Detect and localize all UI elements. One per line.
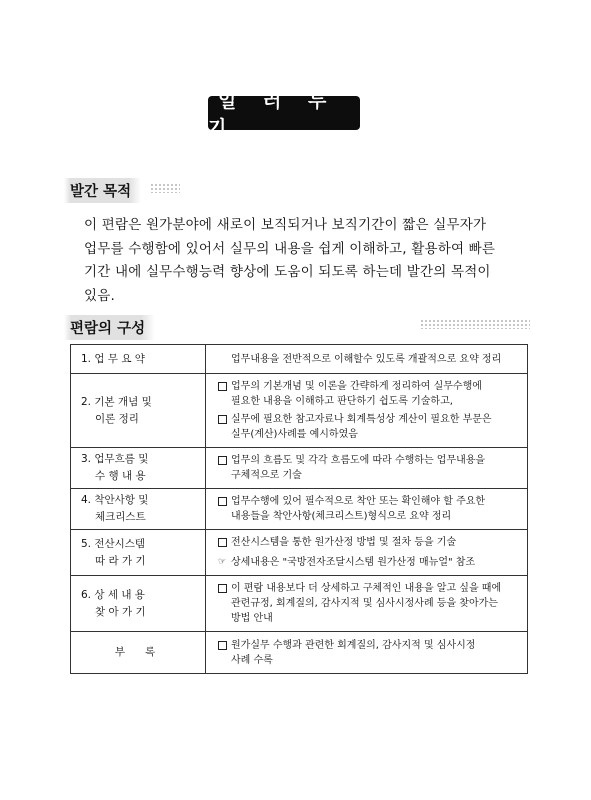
description-line: 업무의 기본개념 및 이론을 간략하게 정리하여 실무수행에 (231, 381, 482, 392)
checkbox-square-icon (218, 638, 231, 655)
row-label-line: 6. 상 세 내 용 (81, 588, 145, 601)
row-label (71, 448, 206, 489)
table-row (71, 345, 528, 374)
description-text (231, 555, 475, 570)
row-description (206, 576, 528, 632)
row-label-line: 수 행 내 용 (95, 470, 146, 482)
description-line: 상세내용은 "국방전자조달시스템 원가산정 매뉴얼" 참조 (231, 557, 476, 568)
row-description (206, 530, 528, 576)
description-item (218, 453, 521, 483)
checkbox-square-icon (218, 412, 231, 429)
checkbox-square-icon (218, 497, 227, 506)
checkbox-square-icon (218, 494, 231, 511)
description-line: 전산시스템을 통한 원가산정 방법 및 절차 등을 기술 (231, 537, 457, 548)
heading-shade-decoration (420, 319, 530, 329)
purpose-line: 이 편람은 원가분야에 새로이 보직되거나 보직기간이 짧은 실무자가 (84, 217, 487, 233)
description-item (218, 379, 521, 409)
table-row (71, 448, 528, 489)
checkbox-square-icon (218, 535, 231, 552)
description-text (231, 412, 492, 442)
description-text (231, 581, 501, 626)
row-label-line: 부 록 (114, 646, 156, 658)
description-text (231, 535, 456, 550)
description-line: 사례 수록 (231, 654, 273, 666)
row-label (71, 576, 206, 632)
row-label-line: 체크리스트 (95, 511, 146, 523)
description-line: 실무(계산)사례를 예시하였음 (231, 429, 358, 440)
purpose-line: 업무를 수행함에 있어서 실무의 내용을 쉽게 이해하고, 활용하여 빠른 (84, 240, 496, 257)
row-description (206, 374, 528, 448)
description-item (218, 494, 521, 524)
checkbox-square-icon (218, 379, 231, 396)
page-title: 일 러 두 기 (208, 96, 360, 130)
description-item (218, 555, 521, 570)
description-text (231, 638, 475, 668)
table-row (71, 489, 528, 530)
description-line: 관련규정, 회계질의, 감사지적 및 심사시정사례 등을 찾아가는 (231, 598, 498, 609)
row-label (71, 345, 206, 374)
row-label-line: 2. 기본 개념 및 (81, 395, 152, 408)
row-label (71, 632, 206, 674)
table-row (71, 530, 528, 576)
pointing-hand-icon: ☞ (218, 557, 227, 567)
description-line: 이 편람 내용보다 더 상세하고 구체적인 내용을 알고 싶을 때에 (231, 583, 502, 594)
table-row (71, 374, 528, 448)
description-line: 업무수행에 있어 필수적으로 착안 또는 확인해야 할 주요한 (231, 496, 486, 507)
section-heading-structure: 편람의 구성 (64, 315, 155, 340)
purpose-paragraph (84, 214, 544, 308)
row-label-line: 5. 전산시스템 (81, 537, 146, 550)
checkbox-square-icon (218, 453, 231, 470)
checkbox-square-icon (218, 382, 227, 391)
row-label-line: 이론 정리 (95, 412, 139, 425)
structure-table (70, 344, 528, 674)
section-heading-purpose: 발간 목적 (64, 178, 141, 203)
row-label (71, 530, 206, 576)
table-row (71, 576, 528, 632)
row-label-line: 4. 착안사항 및 (81, 494, 149, 506)
row-label-line: 찾 아 가 기 (95, 605, 146, 618)
description-line: 구체적으로 기술 (231, 470, 302, 481)
row-label-line: 3. 업무흐름 및 (81, 453, 149, 465)
row-description (206, 489, 528, 530)
row-label-line: 따 라 가 기 (95, 554, 146, 567)
checkbox-square-icon (218, 456, 227, 465)
description-item (218, 535, 521, 552)
description-line: 방법 안내 (231, 613, 273, 624)
checkbox-square-icon (218, 641, 227, 650)
checkbox-square-icon (218, 584, 227, 593)
description-line: 업무내용을 전반적으로 이해할수 있도록 개괄적으로 요약 정리 (231, 353, 502, 365)
table-row (71, 632, 528, 674)
description-item (218, 638, 521, 668)
description-text (231, 494, 485, 524)
purpose-line: 있음. (84, 287, 115, 304)
description-line: 실무에 필요한 참고자료나 회계특성상 계산이 필요한 부문은 (231, 414, 492, 425)
description-item (218, 412, 521, 442)
checkbox-square-icon (218, 538, 227, 547)
purpose-line: 기간 내에 실무수행능력 향상에 도움이 되도록 하는데 발간의 목적이 (84, 264, 491, 280)
description-item (218, 352, 521, 367)
description-line: 업무의 흐름도 및 각각 흐름도에 따라 수행하는 업무내용을 (231, 455, 486, 466)
row-description (206, 448, 528, 489)
checkbox-square-icon (218, 415, 227, 424)
checkbox-square-icon (218, 581, 231, 598)
row-label (71, 489, 206, 530)
description-line: 필요한 내용을 이해하고 판단하기 쉽도록 기술하고, (231, 396, 453, 407)
row-description (206, 632, 528, 674)
description-text (231, 453, 485, 483)
description-line: 내용들을 착안사항(체크리스트)형식으로 요약 정리 (231, 511, 452, 522)
description-text (231, 352, 501, 367)
description-line: 원가실무 수행과 관련한 회계질의, 감사지적 및 심사시정 (231, 639, 476, 651)
description-text (231, 379, 482, 409)
row-description (206, 345, 528, 374)
heading-shade-decoration (150, 183, 180, 193)
row-label (71, 374, 206, 448)
description-item (218, 581, 521, 626)
row-label-line: 1. 업 무 요 약 (81, 352, 145, 365)
